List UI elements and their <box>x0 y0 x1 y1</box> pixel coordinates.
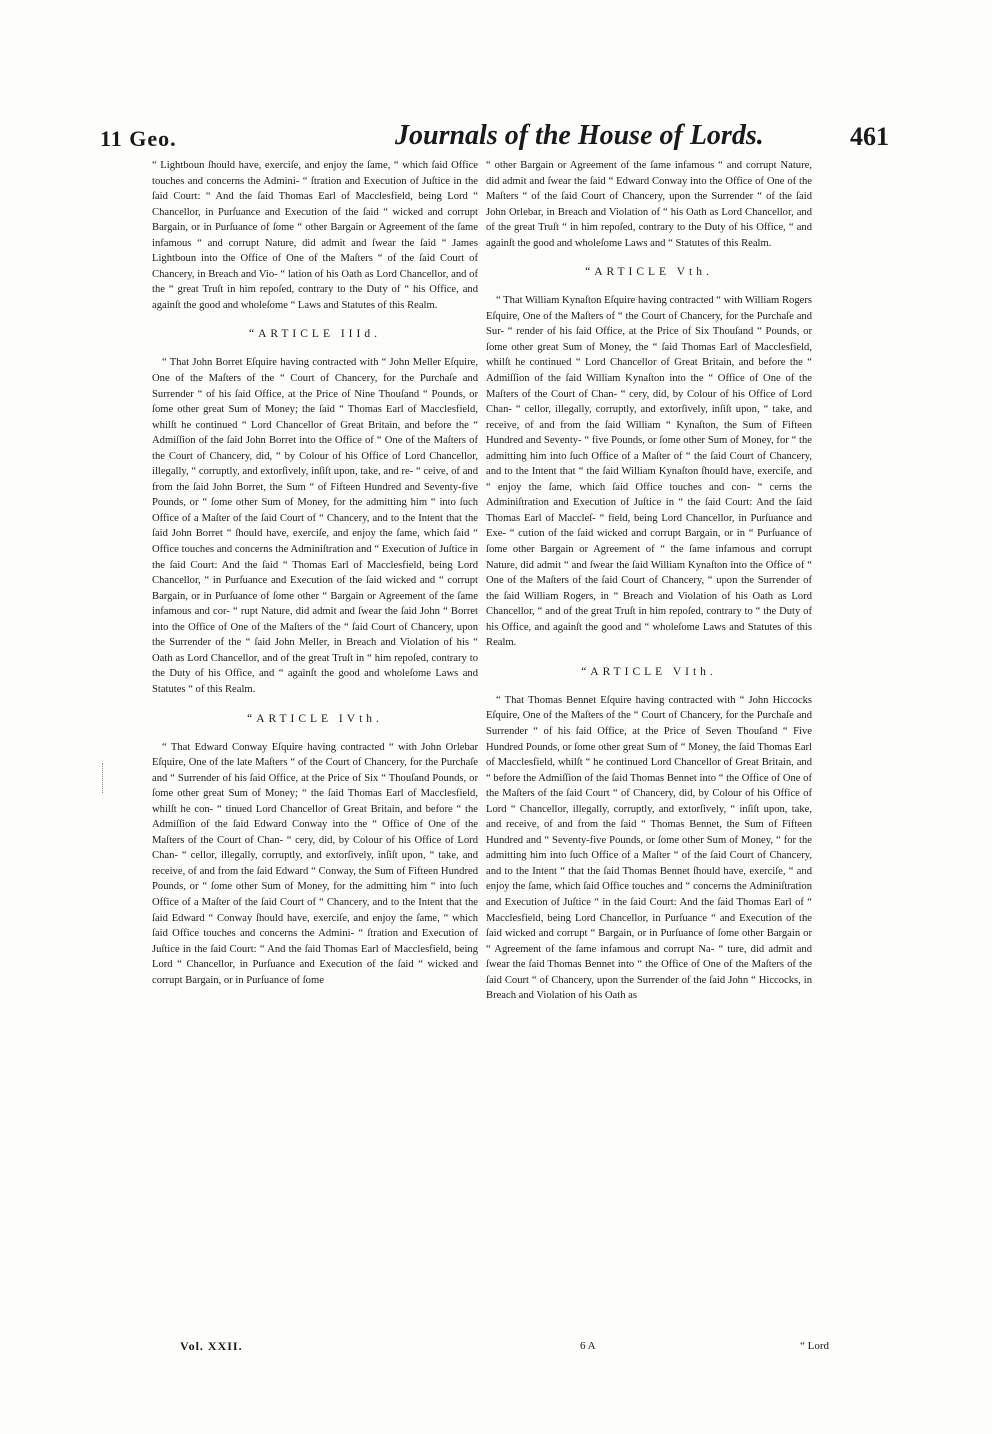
article-heading-6: “ARTICLE VIth. <box>581 665 717 678</box>
page-number: 461 <box>850 122 889 151</box>
continued-paragraph: “ other Bargain or Agreement of the ſame infamous “ and corrupt Nature, did admit and ſwear the ſaid “ Edward Conway into the Office of One of the Maſters “ of the ſaid Court of Chancery, upon the Surrender “ of the ſaid John Orlebar, in Breach and Violation of “ his Oath as Lord Chancellor, and of the great Truſt “ in him repoſed, contrary to the Duty of his Office, “ and againſt the good and wholeſome Laws and “ Statutes of this Realm. <box>486 160 812 249</box>
catchword: “ Lord <box>800 1340 830 1352</box>
article-4-text: “ That Edward Conway Eſquire having contracted “ with John Orlebar Eſquire, One of the late Maſters “ of the Court of Chancery, for the Purchaſe and “ Surrender of his ſaid Office, at the Price of Six “ Thouſand Pounds, or ſome other great Sum of Money; “ the ſaid Thomas Earl of Macclesfield, whilſt he con- “ tinued Lord Chancellor of Great Britain, and before “ the Admiſſion of the ſaid Edward Conway into the “ Office of One of the Maſters of the Court of Chan- “ cery, did, by Colour of his Office of Lord Chan- “ cellor, illegally, corruptly, and extorſively, inſiſt upon, “ take, and receive, of and from the ſaid Edward “ Conway, the Sum of Fifteen Hundred Pounds, or “ ſome other Sum of Money, for the admitting him “ into ſuch Office of a Maſter of the ſaid Court of “ Chancery, and to the Intent that the ſaid Edward “ Conway ſhould have, exerciſe, and enjoy the ſame, “ which ſaid Office touches and concerns the Admini- “ ſtration and Execution of Juſtice in the ſaid Court: “ And the ſaid Thomas Earl of Macclesfield, being Lord “ Chancellor, in Purſuance and Execution of the ſaid “ wicked and corrupt Bargain, or in Purſuance of ſome <box>152 741 478 986</box>
running-head-reign: 11 Geo. <box>100 126 177 151</box>
article-3-text: “ That John Borret Eſquire having contracted with “ John Meller Eſquire, One of the Maſters of the “ Court of Chancery, for the Purchaſe and Surrender “ of his ſaid Office, at the Price of Nine Thouſand “ Pounds, or ſome other great Sum of Money; the ſaid “ Thomas Earl of Macclesfield, whilſt he continued “ Lord Chancellor of Great Britain, and before the “ Admiſſion of the ſaid John Borret into the Office of “ One of the Maſters of the Court of Chancery, did, “ by Colour of his Office of Lord Chancellor, illegally, “ corruptly, and extorſively, inſiſt upon, take, and re- “ ceive, of and from the ſaid John Borret, the Sum “ of Fifteen Hundred and Seventy-five Pounds, or “ ſome other Sum of Money, for the admitting him “ into ſuch Office of a Maſter of the ſaid Court of “ Chancery, and to the Intent that the ſaid John Borret “ ſhould have, exerciſe, and enjoy the ſame, which ſaid “ Office touches and concerns the Adminiſtration and “ Execution of Juſtice in the ſaid Court: And the ſaid “ Thomas Earl of Macclesfield, being Lord Chancellor, “ in Purſuance and Execution of the ſaid wicked and “ corrupt Bargain, or in Purſuance of ſome other “ Bargain or Agreement of the ſame infamous and cor- “ rupt Nature, did admit and ſwear the ſaid John “ Borret into the Office of One of the Maſters of the “ ſaid Court of Chancery, upon the Surrender of the “ ſaid John Meller, in Breach and Violation of his “ Oath as Lord Chancellor, and of the great Truſt in “ him repoſed, contrary to the Duty of his Office, and “ againſt the good and wholeſome Laws and Statutes “ of this Realm. <box>152 357 478 695</box>
article-5-text: “ That William Kynaſton Eſquire having contracted “ with William Rogers Eſquire, One of the Maſters of “ the Court of Chancery, for the Purchaſe and Sur- “ render of his ſaid Office, at the Price of Six Thouſand “ Pounds, or ſome other great Sum of Money, the “ ſaid Thomas Earl of Macclesfield, whilſt he continued “ Lord Chancellor of Great Britain, and before the “ Admiſſion of the ſaid William Kynaſton into the “ Office of One of the Maſters of the Court of Chan- “ cery, did, by Colour of his Office of Lord Chan- “ cellor, illegally, corruptly, and extorſively, inſiſt upon, “ take, and receive, of and from the ſaid William “ Kynaſton, the Sum of Fifteen Hundred and Seventy- “ five Pounds, or ſome other Sum of Money, for “ the admitting him into ſuch Office of a Maſter of “ the ſaid Court of Chancery, and to the Intent that “ the ſaid William Kynaſton ſhould have, exerciſe, and “ enjoy the ſame, which ſaid Office touches and con- “ cerns the Adminiſtration and Execution of Juſtice in “ the ſaid Court: And the ſaid Thomas Earl of Maccleſ- “ field, being Lord Chancellor, in Purſuance and Exe- “ cution of the ſaid wicked and corrupt Bargain, or in “ Purſuance of ſome other Bargain or Agreement of “ the ſame infamous and corrupt Nature, did admit “ and ſwear the ſaid William Kynaſton into the Office of “ One of the Maſters of the ſaid Court of Chancery, “ upon the Surrender of the ſaid William Rogers, in “ Breach and Violation of his Oath as Lord Chancellor, “ and of the great Truſt in him repoſed, contrary to “ the Duty of his Office, and againſt the good and “ wholeſome Laws and Statutes of this Realm. <box>486 295 812 649</box>
left-column <box>152 158 478 988</box>
article-6-text: “ That Thomas Bennet Eſquire having contracted with “ John Hiccocks Eſquire, One of the Maſters of the “ Court of Chancery, for the Purchaſe and Surrender “ of his ſaid Office, at the Price of Seven Thouſand “ Five Hundred Pounds, or ſome other great Sum of “ Money, the ſaid Thomas Earl of Macclesfield, whilſt “ he continued Lord Chancellor of Great Britain, and “ before the Admiſſion of the ſaid Thomas Bennet into “ the Office of One of the Maſters of the ſaid Court “ of Chancery, did, by Colour of his Office of Lord “ Chancellor, illegally, corruptly, and extorſively, “ inſiſt upon, take, and receive, of and from the ſaid “ Thomas Bennet, the Sum of Fifteen Hundred and “ Seventy-five Pounds, or ſome other Sum of Money, “ for the admitting him into ſuch Office of a Maſter “ of the ſaid Court of Chancery, and to the Intent “ that the ſaid Thomas Bennet ſhould have, exerciſe, “ and enjoy the ſame, which ſaid Office touches and “ concerns the Adminiſtration and Execution of Juſtice “ in the ſaid Court: And the ſaid Thomas Earl of “ Macclesfield, being Lord Chancellor, in Purſuance “ and Execution of the ſaid wicked and corrupt “ Bargain, or in Purſuance of ſome other Bargain or “ Agreement of the ſame infamous and corrupt Na- “ ture, did admit and ſwear the ſaid Thomas Bennet into “ the Office of One of the Maſters of the ſaid Court “ of Chancery, upon the Surrender of the ſaid John “ Hiccocks, in Breach and Violation of his Oath as <box>486 694 812 1002</box>
signature-mark: 6 A <box>580 1340 596 1352</box>
volume-label: Vol. XXII. <box>180 1339 243 1353</box>
article-heading-3: “ARTICLE IIId. <box>249 328 381 341</box>
margin-mark <box>102 763 104 793</box>
running-head-title: Journals of the House of Lords. <box>395 120 764 151</box>
continued-paragraph: “ Lightboun ſhould have, exerciſe, and enjoy the ſame, “ which ſaid Office touches and concerns the Admini- “ ſtration and Execution of Juſtice in the ſaid Court: “ And the ſaid Thomas Earl of Macclesfield, being Lord “ Chancellor, in Purſuance and Execution of the ſaid “ wicked and corrupt Bargain, or in Purſuance of ſome “ other Bargain or Agreement of the ſame infamous “ and corrupt Nature, did admit and ſwear the ſaid “ James Lightboun into the Office of One of the Maſters “ of the ſaid Court of Chancery, in Breach and Vio- “ lation of his Oath as Lord Chancellor, and of the “ great Truſt in him repoſed, contrary to the Duty of “ his Office, and againſt the good and wholeſome “ Laws and Statutes of this Realm. <box>152 160 478 311</box>
article-heading-4: “ARTICLE IVth. <box>247 712 383 725</box>
right-column <box>486 158 812 1004</box>
article-heading-5: “ARTICLE Vth. <box>585 266 713 279</box>
